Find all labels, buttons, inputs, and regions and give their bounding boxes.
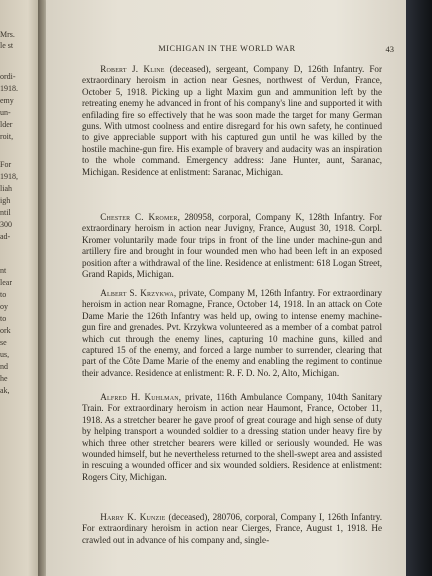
left-page-fragment: le st [0, 41, 14, 50]
running-head: MICHIGAN IN THE WORLD WAR [158, 44, 296, 53]
book-cover-edge [406, 0, 432, 576]
left-page-fragment: Mrs. [0, 30, 15, 39]
left-page-fragment: us, [0, 350, 10, 359]
left-page-fragment: roit, [0, 132, 14, 141]
left-page-fragment: to [0, 314, 7, 323]
left-page-fragment: un- [0, 108, 11, 117]
left-page-fragment: ntil [0, 208, 11, 217]
citation-entry [82, 392, 382, 483]
left-page-fragment: 1918. [0, 84, 18, 93]
left-page-fragment: he [0, 374, 8, 383]
citation-name: Harry K. Kunzie [100, 512, 166, 522]
page-header [46, 44, 408, 58]
left-page-fragment: igh [0, 196, 11, 205]
left-page-fragment: ak, [0, 386, 10, 395]
citation-text: , private, 116th Ambulance Company, 104th Sanitary Train. For extraordinary heroism in action near Haumont, France, October 11, 1918. As a stretcher bearer he gave proof of great courage and high sense of duty by helping transport a wounded soldier to a dressing station under heavy fire by which three other stretcher bearers were killed or seriously wounded. He was wounded himself, but he nevertheless returned to the shell-swept area and assisted in rescuing a wounded officer and six wounded soldiers. Residence at enlistment: Rogers City, Michigan. [82, 392, 382, 482]
citation-name: Albert S. Krzykwa [100, 288, 174, 298]
left-page-fragment: to [0, 290, 7, 299]
citation-entry [82, 64, 382, 178]
left-page-edge [0, 0, 40, 576]
citation-name: Alfred H. Kuhlman [100, 392, 179, 402]
left-page-fragment: 1918, [0, 172, 18, 181]
citation-entry [82, 212, 382, 280]
left-page-fragment: oy [0, 302, 8, 311]
left-page-fragment: ad- [0, 232, 11, 241]
citation-entry [82, 288, 382, 379]
page-number: 43 [385, 44, 394, 54]
citation-text: , private, Company M, 126th Infantry. For extraordinary heroism in action near Romagne, France, October 14, 1918. In an attack on Cote Dame Marie the 126th Infantry was held up, owing to intense enemy machine-gun fire and grenades. Pvt. Krzykwa volunteered as a member of a combat patrol which cut through the enemy lines, capturing 10 machine guns, killed and captured 15 of the enemy, and forced a large number to surrender, clearing that part of the Côte Dame Marie of the enemy and enabling the regiment to continue their advance. Residence at enlistment: R. F. D. No. 2, Alto, Michigan. [82, 288, 382, 378]
citation-text: , 280958, corporal, Company K, 128th Infantry. For extraordinary heroism in action near Juvigny, France, August 30, 1918. Corpl. Kromer voluntarily made four trips in front of the line under machine-gun and artillery fire and brought in four wounded men who had been left in an exposed position after a withdrawal of the line. Residence at enlistment: 618 Logan Street, Grand Rapids, Michigan. [82, 212, 382, 280]
left-page-fragment: lder [0, 120, 13, 129]
citation-entry [82, 512, 382, 546]
left-page-fragment: nd [0, 362, 8, 371]
left-page-fragment: se [0, 338, 7, 347]
left-page-fragment: ork [0, 326, 11, 335]
left-page-fragment: For [0, 160, 12, 169]
citation-name: Robert J. Kline [100, 64, 165, 74]
left-page-fragment: liah [0, 184, 12, 193]
left-page-fragment: ordi- [0, 72, 16, 81]
citation-text: (deceased), sergeant, Company D, 126th Infantry. For extraordinary heroism in action near Gesnes, northwest of Verdun, France, October 5, 1918. Picking up a light Maxim gun and ammunition left by the retreating enemy he advanced in front of his company's line and supported it with enfilading fire so effectively that he was soon made the target for many German guns. With utmost coolness and entire disregard for his own safety, he continued to give appreciable support with his captured gun until he was killed by the hostile machine-gun fire. His example of bravery and audacity was an inspiration to the whole command. Emergency address: Jane Hunter, aunt, Saranac, Michigan. Residence at enlistment: Saranac, Michigan. [82, 64, 382, 177]
left-page-fragment: emy [0, 96, 14, 105]
left-page-fragment: 300 [0, 220, 12, 229]
left-page-fragment: nt [0, 266, 7, 275]
citation-name: Chester C. Kromer [100, 212, 178, 222]
citation-text: (deceased), 280706, corporal, Company I, 126th Infantry. For extraordinary heroism in action near Cierges, France, August 1, 1918. He crawled out in advance of his company and, single- [82, 512, 382, 545]
left-page-fragment: lear [0, 278, 12, 287]
book-page [46, 0, 408, 576]
